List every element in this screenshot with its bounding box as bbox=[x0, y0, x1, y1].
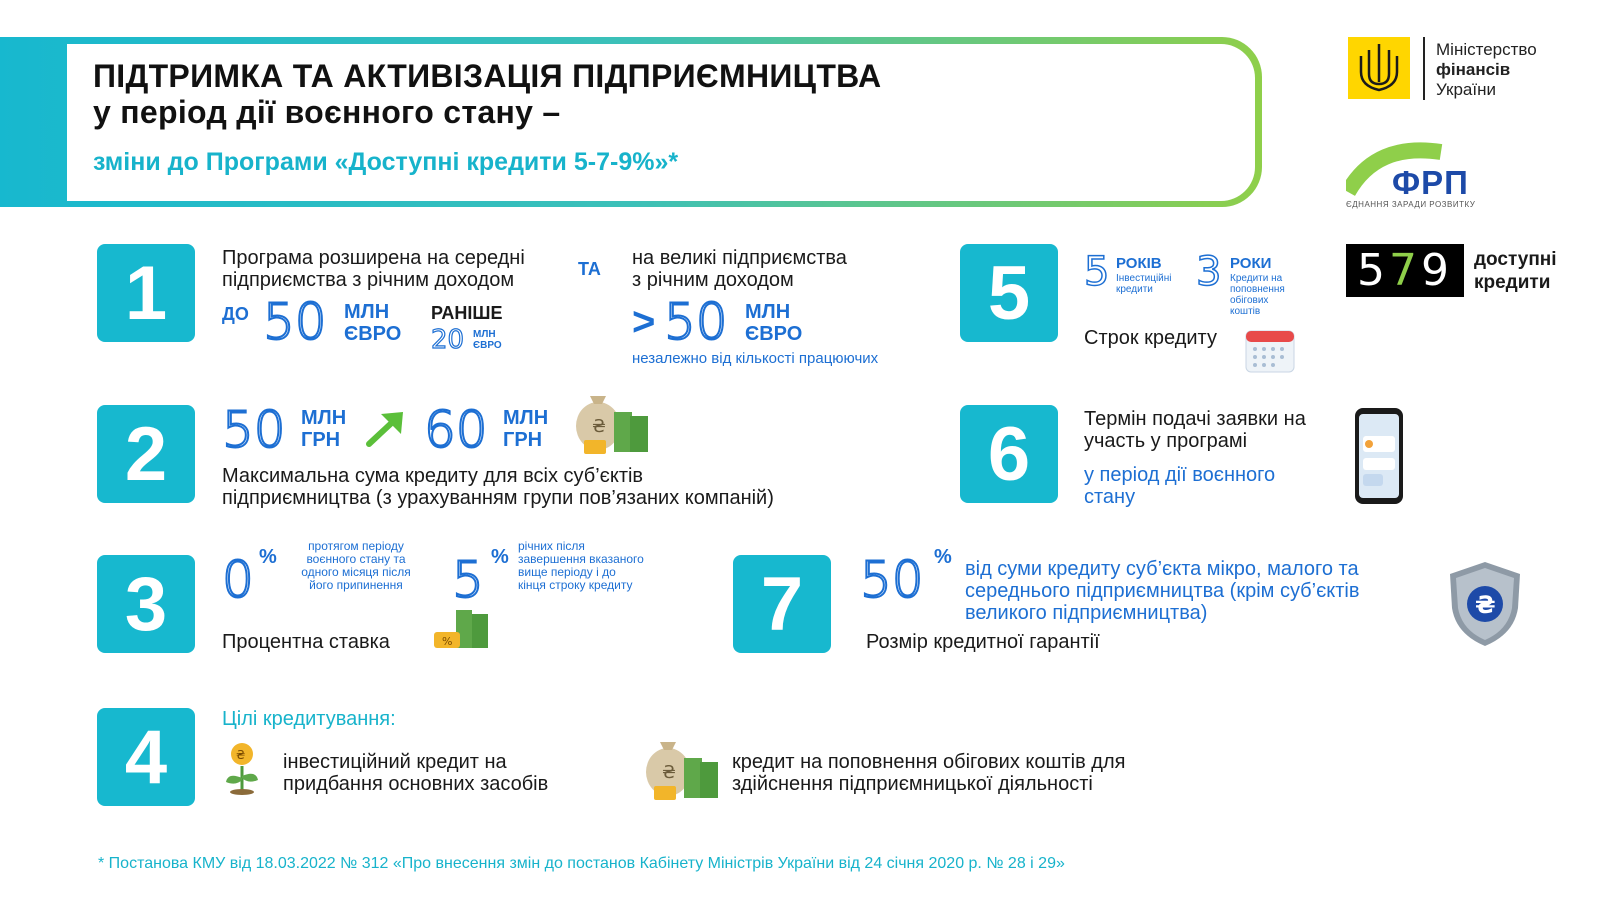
item-3-rate-1-desc bbox=[284, 540, 428, 592]
a-desc-line: Інвестиційні bbox=[1116, 273, 1172, 284]
item-2-from-value: 50 bbox=[222, 401, 286, 459]
brand-label-1: доступні bbox=[1474, 249, 1557, 270]
item-4-goal-2 bbox=[732, 751, 1125, 795]
item-4-number: 4 bbox=[97, 708, 195, 806]
item-1-value-large: 50 bbox=[664, 293, 728, 351]
item-5-number: 5 bbox=[960, 244, 1058, 342]
item-2-text-line: Максимальна сума кредиту для всіх суб’єктів bbox=[222, 465, 644, 487]
ministry-line-1: Міністерство bbox=[1436, 40, 1537, 59]
item-2-to-unit-2: ГРН bbox=[503, 429, 543, 451]
badge-digit-5: 5 bbox=[1357, 245, 1389, 296]
item-1-number: 1 bbox=[97, 244, 195, 342]
item-1-unit-large bbox=[745, 301, 802, 345]
item-7-desc bbox=[965, 558, 1359, 624]
item-1-text-line: Програма розширена на середні bbox=[222, 247, 525, 269]
item-7-desc-line: середнього підприємництва (крім суб’єктів bbox=[965, 580, 1360, 602]
money-bag-icon bbox=[570, 382, 650, 454]
coins-percent-icon bbox=[432, 608, 496, 650]
item-7-desc-line: від суми кредиту суб’єкта мікро, малого та bbox=[965, 558, 1359, 580]
rate-1-desc-line: протягом періоду bbox=[308, 539, 404, 553]
item-6-number: 6 bbox=[960, 405, 1058, 503]
item-7-label: Розмір кредитної гарантії bbox=[866, 631, 1100, 653]
item-2-text bbox=[222, 465, 774, 509]
item-3-rate-1: 0 bbox=[222, 551, 254, 609]
item-3-pct-2: % bbox=[491, 546, 509, 568]
goal-2-line: здійснення підприємницької діяльності bbox=[732, 773, 1093, 795]
rate-2-desc-line: кінця строку кредиту bbox=[518, 578, 633, 592]
item-1-before-label: РАНІШЕ bbox=[431, 303, 503, 323]
item-6-text bbox=[1084, 408, 1306, 452]
ministry-line-2: фінансів bbox=[1436, 60, 1511, 79]
rate-1-desc-line: його припинення bbox=[309, 578, 403, 592]
title-line-2: у період дії воєнного стану – bbox=[93, 94, 561, 130]
ministry-emblem-icon bbox=[1348, 37, 1410, 99]
item-6-text-line: Термін подачі заявки на bbox=[1084, 408, 1306, 430]
item-7-pct: % bbox=[934, 546, 952, 568]
item-1-conjunction: ТА bbox=[578, 259, 601, 279]
goal-2-line: кредит на поповнення обігових коштів для bbox=[732, 751, 1126, 773]
item-6-highlight bbox=[1084, 464, 1275, 508]
item-5-b-unit: РОКИ bbox=[1230, 255, 1272, 272]
badge-digit-9: 9 bbox=[1421, 245, 1453, 296]
item-1-large-line: з річним доходом bbox=[632, 269, 794, 291]
svg-text:%: % bbox=[442, 635, 453, 648]
item-1-value: 50 bbox=[263, 293, 327, 351]
item-2-number: 2 bbox=[97, 405, 195, 503]
item-2-to-unit-1: МЛН bbox=[503, 407, 549, 429]
item-1-unit-2: ЄВРО bbox=[344, 323, 402, 345]
item-1-unit-3: МЛН bbox=[745, 301, 791, 323]
ministry-name bbox=[1436, 40, 1537, 100]
item-1-gt-sign: > bbox=[632, 300, 656, 344]
item-2-to-unit bbox=[503, 407, 548, 451]
item-5-a-desc bbox=[1116, 273, 1172, 295]
goal-1-line: інвестиційний кредит на bbox=[283, 751, 507, 773]
item-2-to-value: 60 bbox=[424, 401, 488, 459]
svg-text:₴: ₴ bbox=[1475, 591, 1496, 619]
item-5-a-value: 5 bbox=[1084, 249, 1110, 295]
svg-text:₴: ₴ bbox=[592, 416, 606, 437]
b-desc-line: Кредити на bbox=[1230, 273, 1283, 284]
rate-2-desc-line: завершення вказаного bbox=[518, 552, 644, 566]
trident-icon bbox=[1357, 42, 1401, 94]
rate-2-desc-line: річних після bbox=[518, 539, 585, 553]
item-3-rate-2-desc bbox=[518, 540, 644, 592]
a-desc-line: кредити bbox=[1116, 284, 1153, 295]
item-1-before-unit-1: МЛН bbox=[473, 329, 496, 340]
title-line-1: ПІДТРИМКА ТА АКТИВІЗАЦІЯ ПІДПРИЄМНИЦТВА bbox=[93, 58, 882, 94]
svg-text:₴: ₴ bbox=[662, 762, 676, 783]
b-desc-line: коштів bbox=[1230, 306, 1261, 317]
item-2-from-unit-1: МЛН bbox=[301, 407, 347, 429]
money-bag-icon bbox=[640, 728, 720, 800]
item-3-pct-1: % bbox=[259, 546, 277, 568]
brand-579-badge bbox=[1346, 244, 1464, 297]
frp-logo-text: ФРП bbox=[1392, 164, 1469, 201]
item-1-unit-1: МЛН bbox=[344, 301, 390, 323]
badge-digit-7: 7 bbox=[1389, 245, 1421, 296]
rate-1-desc-line: воєнного стану та bbox=[306, 552, 406, 566]
item-6-highlight-line: у період дії воєнного bbox=[1084, 464, 1276, 486]
arrow-up-right-icon bbox=[365, 408, 407, 448]
goal-1-line: придбання основних засобів bbox=[283, 773, 549, 795]
item-3-label: Процентна ставка bbox=[222, 631, 390, 653]
footnote: * Постанова КМУ від 18.03.2022 № 312 «Про внесення змін до постанов Кабінету Міністрів України від 24 січня 2020 р. № 28 і 29» bbox=[98, 855, 1065, 872]
item-1-prefix: ДО bbox=[222, 304, 249, 324]
item-1-large-line: на великі підприємства bbox=[632, 247, 847, 269]
svg-text:₴: ₴ bbox=[236, 748, 246, 762]
item-2-text-line: підприємництва (з урахуванням групи пов’язаних компаній) bbox=[222, 487, 774, 509]
item-5-b-value: 3 bbox=[1196, 249, 1222, 295]
item-3-rate-2: 5 bbox=[452, 551, 484, 609]
rate-2-desc-line: вище періоду і до bbox=[518, 565, 616, 579]
item-1-text-large bbox=[632, 247, 847, 291]
brand-579-label bbox=[1474, 248, 1557, 294]
frp-tagline: ЄДНАННЯ ЗАРАДИ РОЗВИТКУ bbox=[1346, 200, 1476, 209]
shield-hryvnia-icon bbox=[1446, 560, 1524, 648]
b-desc-line: поповнення bbox=[1230, 284, 1285, 295]
phone-icon bbox=[1353, 406, 1405, 506]
item-1-note: незалежно від кількості працюючих bbox=[632, 350, 879, 367]
item-1-text bbox=[222, 247, 525, 291]
ministry-divider bbox=[1423, 37, 1425, 100]
item-4-heading: Цілі кредитування: bbox=[222, 708, 396, 730]
item-1-text-line: підприємства з річним доходом bbox=[222, 269, 515, 291]
money-plant-icon bbox=[222, 742, 262, 796]
item-5-label: Строк кредиту bbox=[1084, 327, 1217, 349]
rate-1-desc-line: одного місяця після bbox=[301, 565, 411, 579]
item-2-from-unit bbox=[301, 407, 346, 451]
item-2-from-unit-2: ГРН bbox=[301, 429, 341, 451]
item-7-value: 50 bbox=[860, 551, 924, 609]
item-7-desc-line: великого підприємництва) bbox=[965, 602, 1208, 624]
calendar-icon bbox=[1245, 327, 1295, 373]
item-5-b-desc bbox=[1230, 273, 1285, 317]
item-4-goal-1 bbox=[283, 751, 548, 795]
item-1-before-value: 20 bbox=[431, 325, 465, 355]
item-1-before-unit bbox=[473, 329, 502, 351]
b-desc-line: обігових bbox=[1230, 295, 1269, 306]
item-3-number: 3 bbox=[97, 555, 195, 653]
ministry-line-3: України bbox=[1436, 80, 1496, 99]
brand-label-2: кредити bbox=[1474, 272, 1551, 293]
item-1-before-unit-2: ЄВРО bbox=[473, 340, 502, 351]
item-5-a-unit: РОКІВ bbox=[1116, 255, 1162, 272]
page-subtitle: зміни до Програми «Доступні кредити 5-7-9%»* bbox=[93, 148, 679, 176]
page-title bbox=[93, 58, 881, 130]
item-1-unit bbox=[344, 301, 401, 345]
item-6-highlight-line: стану bbox=[1084, 486, 1136, 508]
item-6-text-line: участь у програмі bbox=[1084, 430, 1248, 452]
item-7-number: 7 bbox=[733, 555, 831, 653]
item-1-unit-4: ЄВРО bbox=[745, 323, 803, 345]
